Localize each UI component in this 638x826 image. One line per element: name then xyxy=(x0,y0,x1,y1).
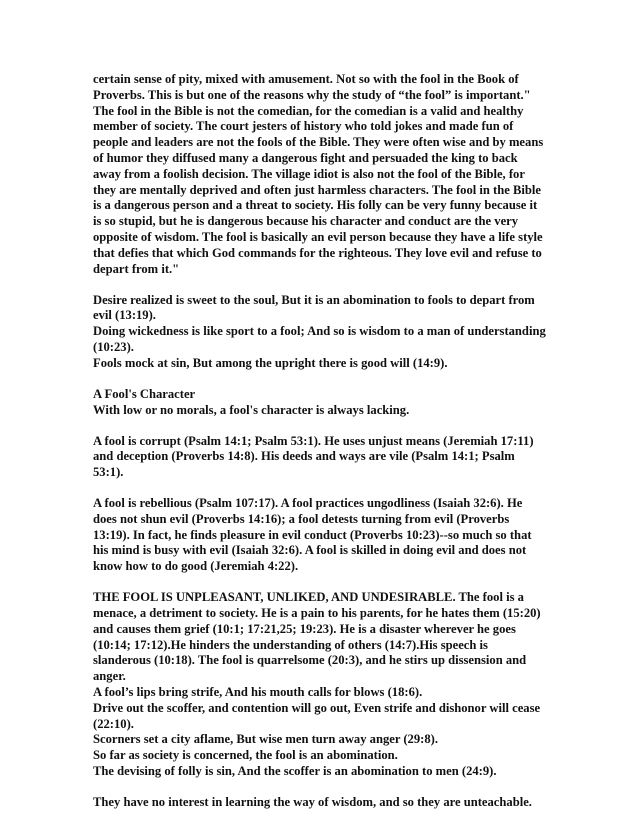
paragraph-proverbs-quotes xyxy=(93,293,548,372)
text-line: certain sense of pity, mixed with amusement. Not so with the fool in the Book of Proverbs. This is but one of the reasons why the study of “the fool” is important." The fool in the Bible is not the comedian, for the comedian is a valid and healthy member of society. The court jesters of history who told jokes and made fun of people and leaders are not the fools of the Bible. They were often wise and by means of humor they diffused many a dangerous fight and persuaded the king to back away from a foolish decision. The village idiot is also not the fool of the Bible, for they are mentally deprived and often just harmless characters. The fool in the Bible is a dangerous person and a threat to society. His folly can be very funny because it is so stupid, but he is dangerous because his character and conduct are the very opposite of wisdom. The fool is basically an evil person because they have a life style that defies that which God commands for the righteous. They love evil and refuse to depart from it." xyxy=(93,72,544,276)
text-line: Scorners set a city aflame, But wise men turn away anger (29:8). xyxy=(93,732,438,747)
text-line: Doing wickedness is like sport to a fool; And so is wisdom to a man of understanding (10:23). xyxy=(93,324,546,354)
text-line: The devising of folly is sin, And the scoffer is an abomination to men (24:9). xyxy=(93,764,497,779)
text-line: A fool’s lips bring strife, And his mouth calls for blows (18:6). xyxy=(93,685,423,700)
text-line: Desire realized is sweet to the soul, But it is an abomination to fools to depart from evil (13:19). xyxy=(93,292,535,323)
paragraph-fools-character xyxy=(93,387,548,419)
text-line: With low or no morals, a fool's character is always lacking. xyxy=(93,402,410,417)
section-heading: A Fool's Character xyxy=(93,386,196,401)
text-line: They have no interest in learning the way of wisdom, and so they are unteachable. xyxy=(93,795,532,809)
text-line: A fool is corrupt (Psalm 14:1; Psalm 53:1). He uses unjust means (Jeremiah 17:11) and deception (Proverbs 14:8). His deeds and ways are vile (Psalm 14:1; Psalm 53:1). xyxy=(93,433,534,480)
paragraph-fool-in-bible xyxy=(93,72,548,277)
paragraph-unteachable xyxy=(93,795,548,811)
text-line: So far as society is concerned, the fool is an abomination. xyxy=(93,748,398,763)
document-page xyxy=(93,72,548,826)
paragraph-fool-rebellious xyxy=(93,496,548,575)
text-line: THE FOOL IS UNPLEASANT, UNLIKED, AND UNDESIRABLE. The fool is a menace, a detriment to society. He is a pain to his parents, for he hates them (15:20) and causes them grief (10:1; 17:21,25; 19:23). He is a disaster wherever he goes (10:14; 17:12).He hinders the understanding of others (14:7).His speech is slanderous (10:18). The fool is quarrelsome (20:3), and he stirs up dissension and anger. xyxy=(93,590,541,684)
text-line: Fools mock at sin, But among the upright there is good will (14:9). xyxy=(93,355,448,370)
paragraph-fool-corrupt xyxy=(93,434,548,481)
text-line: A fool is rebellious (Psalm 107:17). A fool practices ungodliness (Isaiah 32:6). He does not shun evil (Proverbs 14:16); a fool detests turning from evil (Proverbs 13:19). In fact, he finds pleasure in evil conduct (Proverbs 10:23)--so much so that his mind is busy with evil (Isaiah 32:6). A fool is skilled in doing evil and does not know how to do good (Jeremiah 4:22). xyxy=(93,496,532,574)
paragraph-fool-unpleasant xyxy=(93,590,548,780)
text-line: Drive out the scoffer, and contention will go out, Even strife and dishonor will cease (22:10). xyxy=(93,700,541,731)
